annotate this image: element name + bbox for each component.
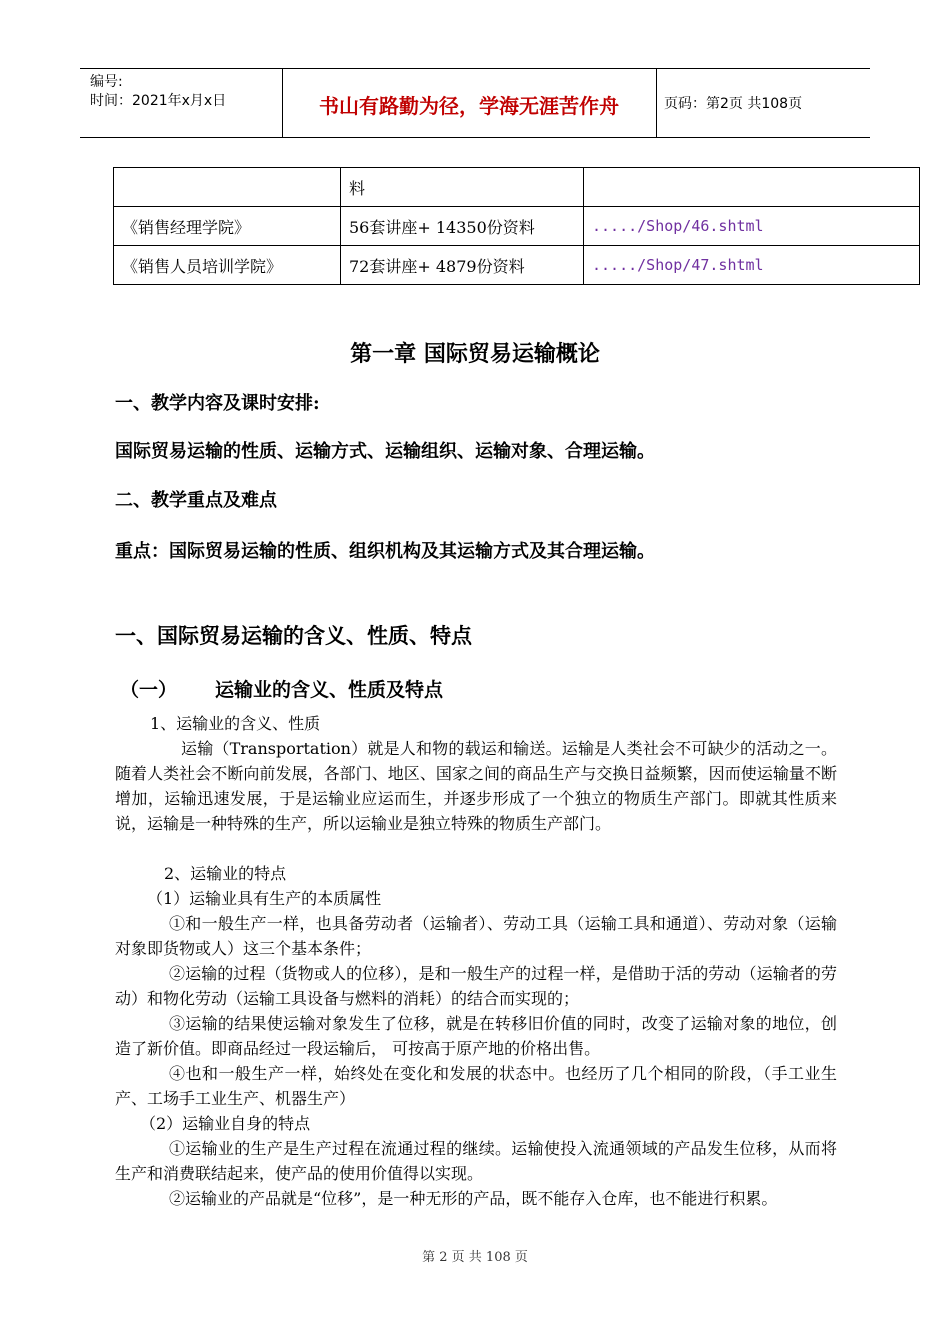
header-divider bbox=[656, 69, 657, 137]
header-page-info: 页码：第2页 共108页 bbox=[664, 96, 803, 112]
focus-text: 重点：国际贸易运输的性质、组织机构及其运输方式及其合理运输。 bbox=[115, 541, 655, 562]
subsection-title bbox=[120, 675, 444, 702]
item-heading: 1、运输业的含义、性质 bbox=[150, 714, 321, 733]
sub-heading: （1）运输业具有生产的本质属性 bbox=[147, 889, 382, 908]
content-text: 国际贸易运输的性质、运输方式、运输组织、运输对象、合理运输。 bbox=[115, 441, 655, 462]
focus-heading: 二、教学重点及难点 bbox=[115, 490, 277, 511]
page-footer: 第 2 页 共 108 页 bbox=[422, 1250, 528, 1265]
table-cell: 72套讲座+ 4879份资料 bbox=[341, 246, 584, 285]
table-cell: 《销售经理学院》 bbox=[114, 207, 341, 246]
content-heading: 一、教学内容及课时安排: bbox=[115, 393, 320, 414]
paragraph: ②运输业的产品就是“位移”，是一种无形的产品，既不能存入仓库，也不能进行积累。 bbox=[169, 1189, 778, 1208]
table-cell: 《销售人员培训学院》 bbox=[114, 246, 341, 285]
shop-link[interactable]: ...../Shop/47.shtml bbox=[584, 246, 920, 285]
table-row bbox=[114, 207, 920, 246]
resource-table bbox=[113, 167, 920, 285]
item-heading: 2、运输业的特点 bbox=[164, 864, 287, 883]
table-row bbox=[114, 168, 920, 207]
section-title: 一、国际贸易运输的含义、性质、特点 bbox=[115, 624, 472, 648]
paragraph: ④也和一般生产一样，始终处在变化和发展的状态中。也经历了几个相同的阶段，（手工业生产、工场手工业生产、机器生产） bbox=[115, 1064, 837, 1108]
header-meta bbox=[90, 73, 226, 111]
shop-link[interactable]: ...../Shop/46.shtml bbox=[584, 207, 920, 246]
document-number-label: 编号: bbox=[90, 74, 123, 90]
paragraph: ①和一般生产一样，也具备劳动者（运输者）、劳动工具（运输工具和通道）、劳动对象（运输对象即货物或人）这三个基本条件； bbox=[115, 914, 837, 958]
subsection-number: （一） bbox=[120, 679, 178, 701]
paragraph: 运输（Transportation）就是人和物的载运和输送。运输是人类社会不可缺少的活动之一。随着人类社会不断向前发展，各部门、地区、国家之间的商品生产与交换日益频繁，因而使运输量不断增加，运输迅速发展，于是运输业应运而生，并逐步形成了一个独立的物质生产部门。即就其性质来说，运输是一种特殊的生产，所以运输业是独立特殊的物质生产部门。 bbox=[115, 739, 837, 833]
table-cell: 料 bbox=[341, 168, 584, 207]
page-header bbox=[80, 68, 870, 138]
table-cell: 56套讲座+ 14350份资料 bbox=[341, 207, 584, 246]
paragraph: ①运输业的生产是生产过程在流通过程的继续。运输使投入流通领域的产品发生位移，从而将生产和消费联结起来，使产品的使用价值得以实现。 bbox=[115, 1139, 837, 1183]
paragraph: ②运输的过程（货物或人的位移），是和一般生产的过程一样，是借助于活的劳动（运输者的劳动）和物化劳动（运输工具设备与燃料的消耗）的结合而实现的； bbox=[115, 964, 837, 1008]
subsection-label: 运输业的含义、性质及特点 bbox=[215, 679, 444, 701]
table-cell bbox=[114, 168, 341, 207]
table-row bbox=[114, 246, 920, 285]
paragraph: ③运输的结果使运输对象发生了位移，就是在转移旧价值的同时，改变了运输对象的地位，创造了新价值。即商品经过一段运输后， 可按高于原产地的价格出售。 bbox=[115, 1014, 837, 1058]
sub-heading: （2）运输业自身的特点 bbox=[140, 1114, 311, 1133]
table-cell bbox=[584, 168, 920, 207]
header-motto: 书山有路勤为径，学海无涯苦作舟 bbox=[319, 94, 619, 118]
document-date: 时间：2021年x月x日 bbox=[90, 93, 227, 109]
chapter-title: 第一章 国际贸易运输概论 bbox=[350, 342, 600, 367]
